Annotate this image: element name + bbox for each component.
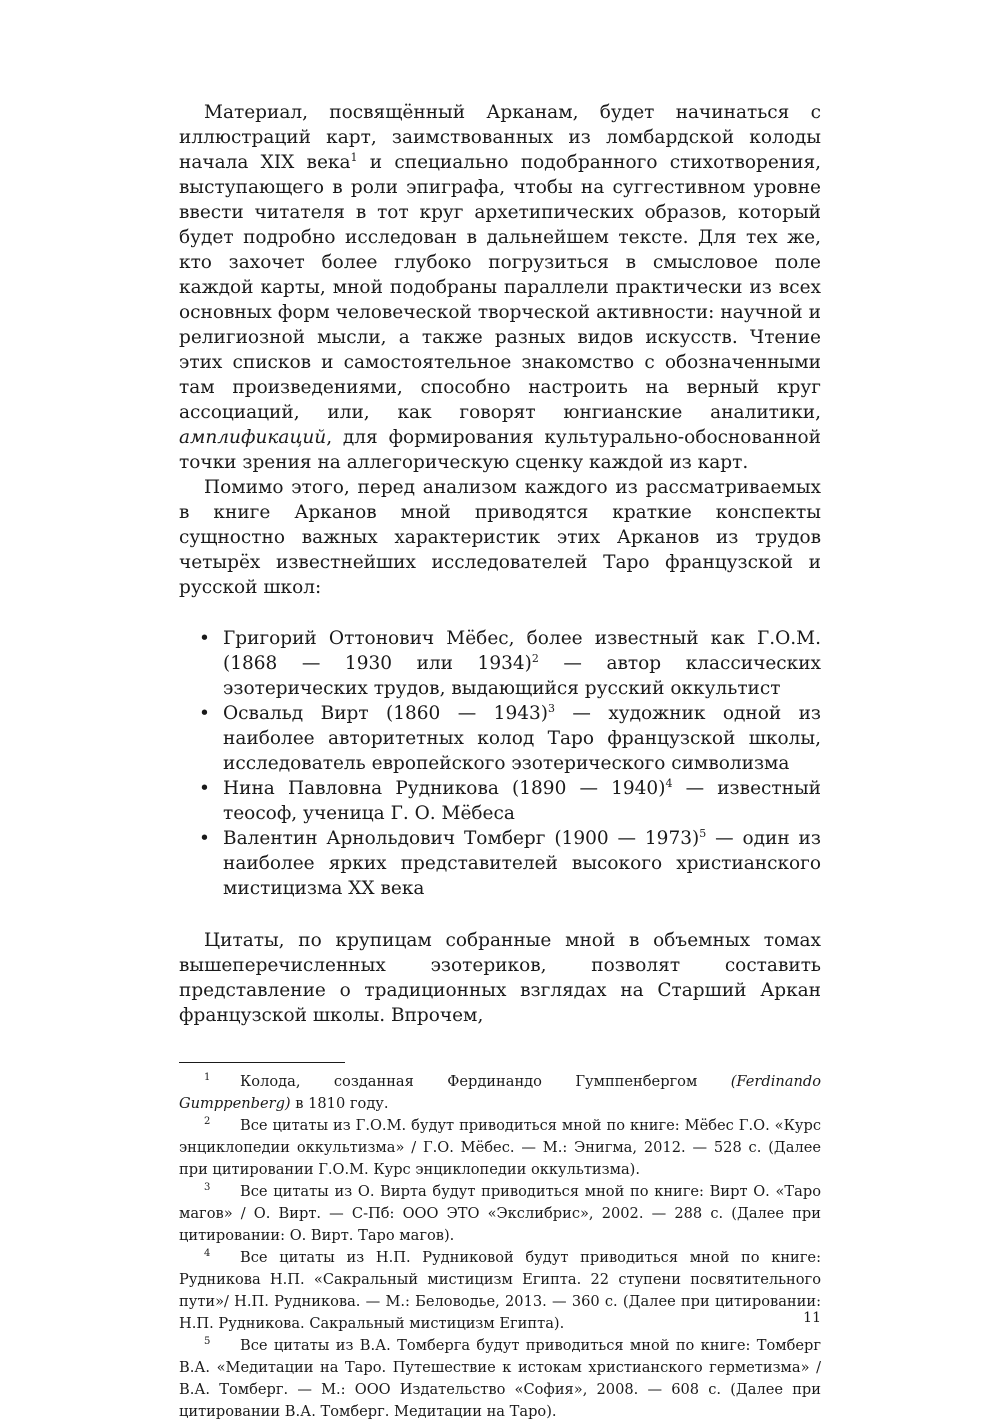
list-item (199, 776, 821, 826)
footnote-text: Все цитаты из Г.О.М. будут приводиться мной по книге: Мёбес Г.О. «Курс энциклопедии оккультизма» / Г.О. Мёбес. — М.: Энигма, 2012. — 528 с. (Далее при цитировании Г.О.М. Курс энциклопедии оккультизма). (179, 1117, 821, 1178)
footnote-text: Все цитаты из В.А. Томберга будут приводиться мной по книге: Томберг В.А. «Медитации на Таро. Путешествие к истокам христианского герметизма» / В.А. Томберг. — М.: ООО Издательство «София», 2008. — 608 с. (Далее при цитировании В.А. Томберг. Медитации на Таро). (179, 1337, 821, 1420)
list-item-text-tail: — один из наиболее ярких представителей высокого христианского мистицизма XX века (223, 828, 821, 899)
page (179, 100, 821, 1423)
paragraph-1-part-3: , для формирования культурально-обоснованной точки зрения на аллегорическую сценку каждой из карт. (179, 427, 821, 473)
page-number (0, 1308, 821, 1328)
footnote-text: Все цитаты из Н.П. Рудниковой будут приводиться мной по книге: Рудникова Н.П. «Сакральный мистицизм Египта. 22 ступени посвятительного пути»/ Н.П. Рудникова. — М.: Беловодье, 2013. — 360 с. (Далее при цитировании: Н.П. Рудникова. Сакральный мистицизм Египта). (179, 1249, 821, 1332)
footnote-ref-5: 5 (699, 826, 707, 840)
list-item-text: Валентин Арнольдович Томберг (1900 — 1973) (223, 828, 700, 849)
footnote-divider (179, 1062, 345, 1063)
list-item-text-tail: — автор классических эзотерических трудов, выдающийся русский оккультист (223, 653, 821, 699)
body-text (179, 100, 821, 600)
list-item (199, 826, 821, 901)
footnote-text-tail: в 1810 году. (290, 1095, 389, 1112)
footnote-text: Колода, созданная Фердинандо Гумппенбергом (240, 1073, 731, 1090)
list-item-text: Освальд Вирт (1860 — 1943) (223, 703, 548, 724)
paragraph-1 (179, 100, 821, 475)
list-item-text: Григорий Оттонович Мёбес, более известный как Г.О.М. (1868 — 1930 или 1934) (223, 628, 821, 674)
paragraph-1-part-2: и специально подобранного стихотворения, выступающего в роли эпиграфа, чтобы на суггестивном уровне ввести читателя в тот круг архетипических образов, который будет подробно исследован в дальнейшем тексте. Для тех же, кто захочет более глубоко погрузиться в смысловое поле каждой карты, мной подобраны параллели практически из всех основных форм человеческой творческой активности: научной и религиозной мысли, а также разных видов искусств. Чтение этих списков и самостоятельное знакомство с обозначенными там произведениями, способно настроить на верный круг ассоциаций, или, как говорят юнгианские аналитики, (179, 152, 821, 423)
list-item-text-tail: — известный теософ, ученица Г. О. Мёбеса (223, 778, 821, 824)
footnotes (179, 1071, 821, 1423)
footnote-ref-3: 3 (547, 701, 555, 715)
footnote-5: 5 Все цитаты из В.А. Томберга будут приводиться мной по книге: Томберг В.А. «Медитации на Таро. Путешествие к истокам христианского герметизма» / В.А. Томберг. — М.: ООО Издательство «София», 2008. — 608 с. (Далее при цитировании В.А. Томберг. Медитации на Таро). (179, 1336, 821, 1420)
footnote-ref-4: 4 (665, 776, 673, 790)
body-text-continued (179, 928, 821, 1028)
footnote-ref-2: 2 (531, 651, 539, 665)
bullet-list (179, 626, 821, 901)
footnote-ref-1: 1 (350, 150, 358, 164)
list-item (199, 626, 821, 701)
bullet-icon: • (199, 828, 210, 849)
footnote-3: 3 Все цитаты из О. Вирта будут приводиться мной по книге: Вирт О. «Таро магов» / О. Вирт. — С-Пб: ООО ЭТО «Экслибрис», 2002. — 288 с. (Далее при цитировании: О. Вирт. Таро магов). (179, 1182, 821, 1244)
bullet-icon: • (199, 628, 210, 649)
list-item-text: Нина Павловна Рудникова (1890 — 1940) (223, 778, 666, 799)
footnote-1: 1 Колода, созданная Фердинандо Гумппенбергом (Ferdinando Gumppenberg) в 1810 году. (179, 1072, 821, 1112)
footnote-4: 4 Все цитаты из Н.П. Рудниковой будут приводиться мной по книге: Рудникова Н.П. «Сакральный мистицизм Египта. 22 ступени посвятительного пути»/ Н.П. Рудникова. — М.: Беловодье, 2013. — 360 с. (Далее при цитировании: Н.П. Рудникова. Сакральный мистицизм Египта). (179, 1248, 821, 1332)
footnote-italic: (Ferdinando Gumppenberg) (179, 1073, 821, 1112)
paragraph-1-part-1: Материал, посвящённый Арканам, будет начинаться с иллюстраций карт, заимствованных из ломбардской колоды начала XIX века (179, 102, 821, 173)
paragraph-1-italic: амплификаций (179, 427, 327, 448)
paragraph-2: Помимо этого, перед анализом каждого из рассматриваемых в книге Арканов мной приводятся краткие конспекты сущностно важных характеристик этих Арканов из трудов четырёх известнейших исследователей Таро французской и русской школ: (179, 477, 821, 598)
footnote-2: 2 Все цитаты из Г.О.М. будут приводиться мной по книге: Мёбес Г.О. «Курс энциклопедии оккультизма» / Г.О. Мёбес. — М.: Энигма, 2012. — 528 с. (Далее при цитировании Г.О.М. Курс энциклопедии оккультизма). (179, 1116, 821, 1178)
page-number-label: 11 (803, 1310, 821, 1326)
paragraph-3: Цитаты, по крупицам собранные мной в объемных томах вышеперечисленных эзотериков, позволят составить представление о традиционных взглядах на Старший Аркан французской школы. Впрочем, (179, 930, 821, 1026)
footnote-text: Все цитаты из О. Вирта будут приводиться мной по книге: Вирт О. «Таро магов» / О. Вирт. — С-Пб: ООО ЭТО «Экслибрис», 2002. — 288 с. (Далее при цитировании: О. Вирт. Таро магов). (179, 1183, 821, 1244)
list-item-text-tail: — художник одной из наиболее авторитетных колод Таро французской школы, исследователь европейского эзотерического символизма (223, 703, 822, 774)
list-item (199, 701, 821, 776)
bullet-icon: • (199, 703, 210, 724)
bullet-icon: • (199, 778, 210, 799)
